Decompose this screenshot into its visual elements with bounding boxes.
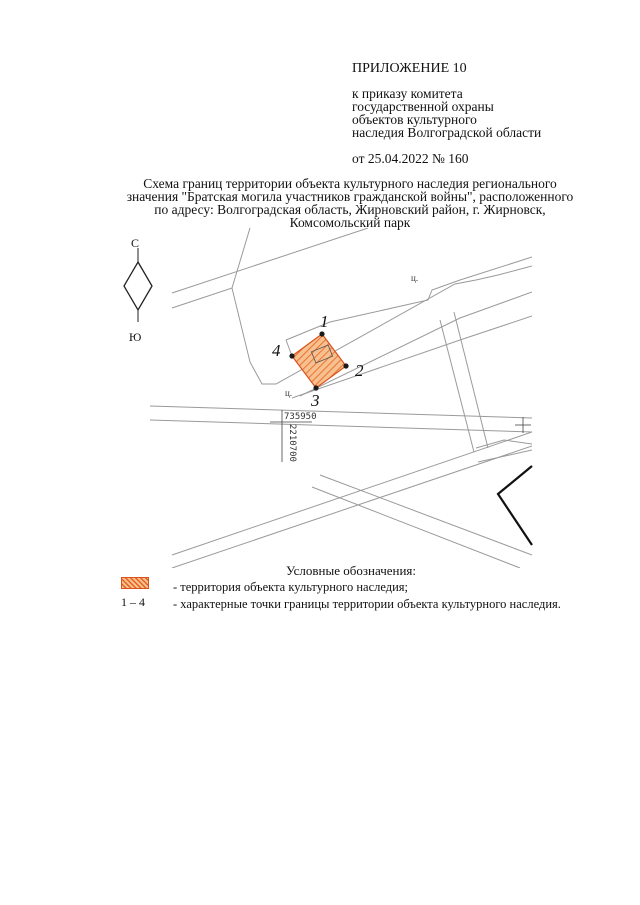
compass-rose	[124, 248, 152, 322]
grid-label-y: 2210700	[287, 424, 297, 462]
caption-line: по адресу: Волгоградская область, Жирновский район, г. Жирновск,	[154, 202, 546, 217]
territory-swatch	[121, 577, 149, 589]
caption-line: Комсомольский парк	[289, 215, 411, 230]
order-line: к приказу комитета	[352, 86, 463, 101]
order-line: государственной охраны	[352, 99, 494, 114]
appendix-title: ПРИЛОЖЕНИЕ 10	[352, 61, 467, 76]
boundary-point-4	[289, 353, 294, 358]
point-label-1: 1	[320, 312, 329, 331]
boundary-point-3	[313, 385, 318, 390]
order-line: наследия Волгоградской области	[352, 125, 542, 140]
order-line: объектов культурного	[352, 112, 477, 127]
street-mark: ц.	[411, 273, 419, 283]
boundary-point-1	[319, 331, 324, 336]
point-label-2: 2	[355, 361, 364, 380]
compass-north-label: С	[131, 236, 140, 250]
legend-item-points: - характерные точки границы территории объекта культурного наследия.	[173, 597, 561, 611]
order-date-number: от 25.04.2022 № 160	[352, 151, 469, 166]
district-boundary-corner	[498, 466, 532, 545]
caption-line: Схема границ территории объекта культурного наследия регионального	[143, 176, 557, 191]
point-label-3: 3	[311, 391, 320, 410]
heritage-territory-polygon	[292, 334, 346, 388]
street-mark: ц.	[285, 388, 293, 398]
grid-label-x: 735950	[284, 412, 317, 422]
point-range-label: 1 – 4	[121, 595, 145, 609]
point-label-4: 4	[272, 341, 281, 360]
boundary-point-2	[343, 363, 348, 368]
caption-line: значения "Братская могила участников гражданской войны", расположенного	[126, 189, 574, 204]
legend-item-territory: - территория объекта культурного наследия;	[173, 580, 409, 594]
compass-south-label: Ю	[129, 330, 142, 344]
legend-title: Условные обозначения:	[286, 563, 417, 578]
street-network	[150, 228, 532, 568]
